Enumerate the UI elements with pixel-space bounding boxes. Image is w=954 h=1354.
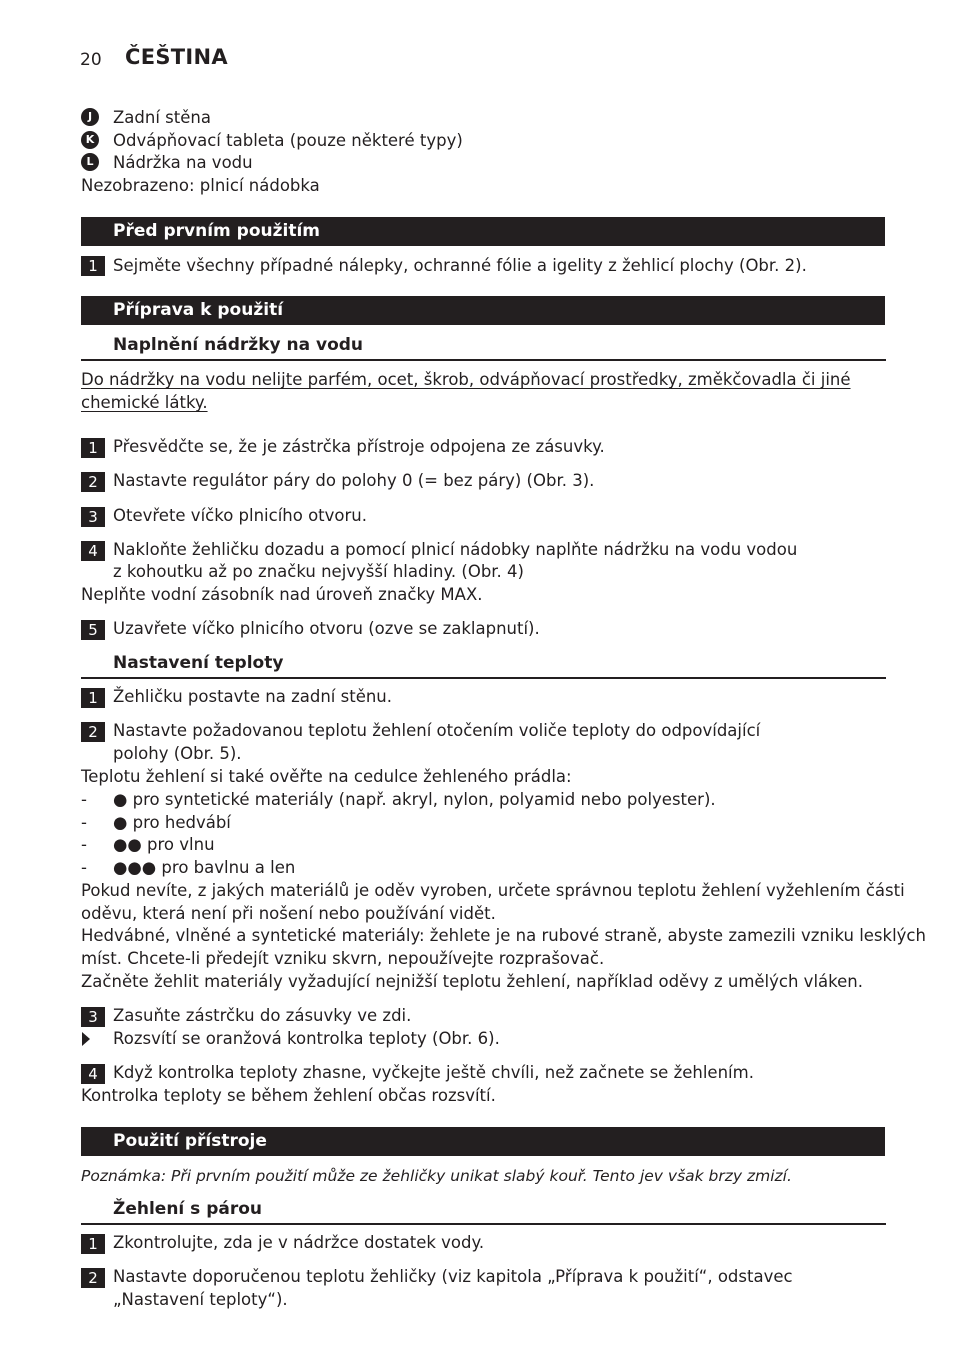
step-note: Neplňte vodní zásobník nad úroveň značky MAX. (81, 585, 483, 604)
section-title: Příprava k použití (113, 300, 284, 320)
bullet-dash: - (81, 790, 87, 809)
step-text: polohy (Obr. 5). (113, 744, 242, 763)
step-number: 1 (81, 438, 105, 458)
step-number: 3 (81, 507, 105, 527)
step-text: Sejměte všechny případné nálepky, ochranné fólie a igelity z žehlicí plochy (Obr. 2). (113, 256, 807, 275)
note: Poznámka: Při prvním použití může ze žehličky unikat slabý kouř. Tento jev však brzy zmizí. (81, 1167, 792, 1185)
section-bar-before-first-use (81, 217, 885, 246)
step-number: 5 (81, 620, 105, 640)
step-text: Žehličku postavte na zadní stěnu. (113, 687, 393, 706)
bullet-dash: - (81, 813, 87, 832)
step-number: 4 (81, 1064, 105, 1084)
step-text: Otevřete víčko plnicího otvoru. (113, 506, 368, 525)
section-bar-use (81, 1127, 885, 1156)
step-text: Uzavřete víčko plnicího otvoru (ozve se zaklapnutí). (113, 619, 540, 638)
step-text: Nastavte požadovanou teplotu žehlení otočením voliče teploty do odpovídající (113, 721, 761, 740)
subheading-fill-tank: Naplnění nádržky na vodu (113, 335, 364, 355)
part-text-k: Odvápňovací tableta (pouze některé typy) (113, 131, 463, 150)
step-number: 1 (81, 1234, 105, 1254)
step-text: Nakloňte žehličku dozadu a pomocí plnicí nádobky naplňte nádržku na vodu vodou (113, 540, 798, 559)
paragraph: Hedvábné, vlněné a syntetické materiály: žehlete je na rubové straně, abyste zamezili vzniku lesklých (81, 926, 926, 945)
result-arrow-icon (82, 1032, 90, 1046)
bullet-dash: - (81, 835, 87, 854)
part-label-j: J (81, 108, 99, 126)
paragraph: oděvu, která není při nošení nebo používání vidět. (81, 904, 496, 923)
subheading-rule (81, 1223, 886, 1225)
section-bar-preparation (81, 296, 885, 325)
step-text: Zasuňte zástrčku do zásuvky ve zdi. (113, 1006, 412, 1025)
bullet-silk: ● pro hedvábí (113, 813, 231, 832)
step-number: 2 (81, 472, 105, 492)
step-result: Rozsvítí se oranžová kontrolka teploty (Obr. 6). (113, 1029, 500, 1048)
bullet-dash: - (81, 858, 87, 877)
part-text-j: Zadní stěna (113, 108, 211, 127)
paragraph: Pokud nevíte, z jakých materiálů je oděv vyroben, určete správnou teplotu žehlení vyžehlením části (81, 881, 905, 900)
step-text: Když kontrolka teploty zhasne, vyčkejte ještě chvíli, než začnete se žehlením. (113, 1063, 754, 1082)
page-number: 20 (80, 50, 102, 70)
step-text: Zkontrolujte, zda je v nádržce dostatek vody. (113, 1233, 485, 1252)
bullet-cotton: ●●● pro bavlnu a len (113, 858, 296, 877)
step-number: 2 (81, 1268, 105, 1288)
subheading-temperature: Nastavení teploty (113, 653, 284, 673)
step-number: 4 (81, 541, 105, 561)
step-note: Teplotu žehlení si také ověřte na cedulce žehleného prádla: (81, 767, 572, 786)
bullet-synthetic: ● pro syntetické materiály (např. akryl, nylon, polyamid nebo polyester). (113, 790, 716, 809)
paragraph: míst. Chcete-li předejít vzniku skvrn, nepoužívejte rozprašovač. (81, 949, 605, 968)
part-text-l: Nádržka na vodu (113, 153, 253, 172)
step-text: „Nastavení teploty“). (113, 1290, 288, 1309)
subheading-steam: Žehlení s párou (113, 1199, 263, 1219)
warning-line-2: chemické látky. (81, 393, 208, 412)
warning-line-1: Do nádržky na vodu nelijte parfém, ocet, škrob, odvápňovací prostředky, změkčovadla či jiné (81, 370, 851, 389)
step-number: 1 (81, 256, 105, 276)
section-title: Použití přístroje (113, 1131, 267, 1151)
part-label-l: L (81, 153, 99, 171)
parts-note: Nezobrazeno: plnicí nádobka (81, 176, 320, 195)
subheading-rule (81, 359, 886, 361)
step-text: Nastavte regulátor páry do polohy 0 (= bez páry) (Obr. 3). (113, 471, 595, 490)
step-text: Přesvědčte se, že je zástrčka přístroje odpojena ze zásuvky. (113, 437, 605, 456)
subheading-rule (81, 677, 886, 679)
step-number: 3 (81, 1007, 105, 1027)
step-text: z kohoutku až po značku nejvyšší hladiny. (Obr. 4) (113, 562, 524, 581)
step-note: Kontrolka teploty se během žehlení občas rozsvítí. (81, 1086, 496, 1105)
step-text: Nastavte doporučenou teplotu žehličky (viz kapitola „Příprava k použití“, odstavec (113, 1267, 793, 1286)
section-title: Před prvním použitím (113, 221, 320, 241)
step-number: 2 (81, 722, 105, 742)
bullet-wool: ●● pro vlnu (113, 835, 215, 854)
language-heading: ČEŠTINA (125, 45, 228, 69)
paragraph: Začněte žehlit materiály vyžadující nejnižší teplotu žehlení, například oděvy z umělých vláken. (81, 972, 863, 991)
part-label-k: K (81, 131, 99, 149)
step-number: 1 (81, 688, 105, 708)
